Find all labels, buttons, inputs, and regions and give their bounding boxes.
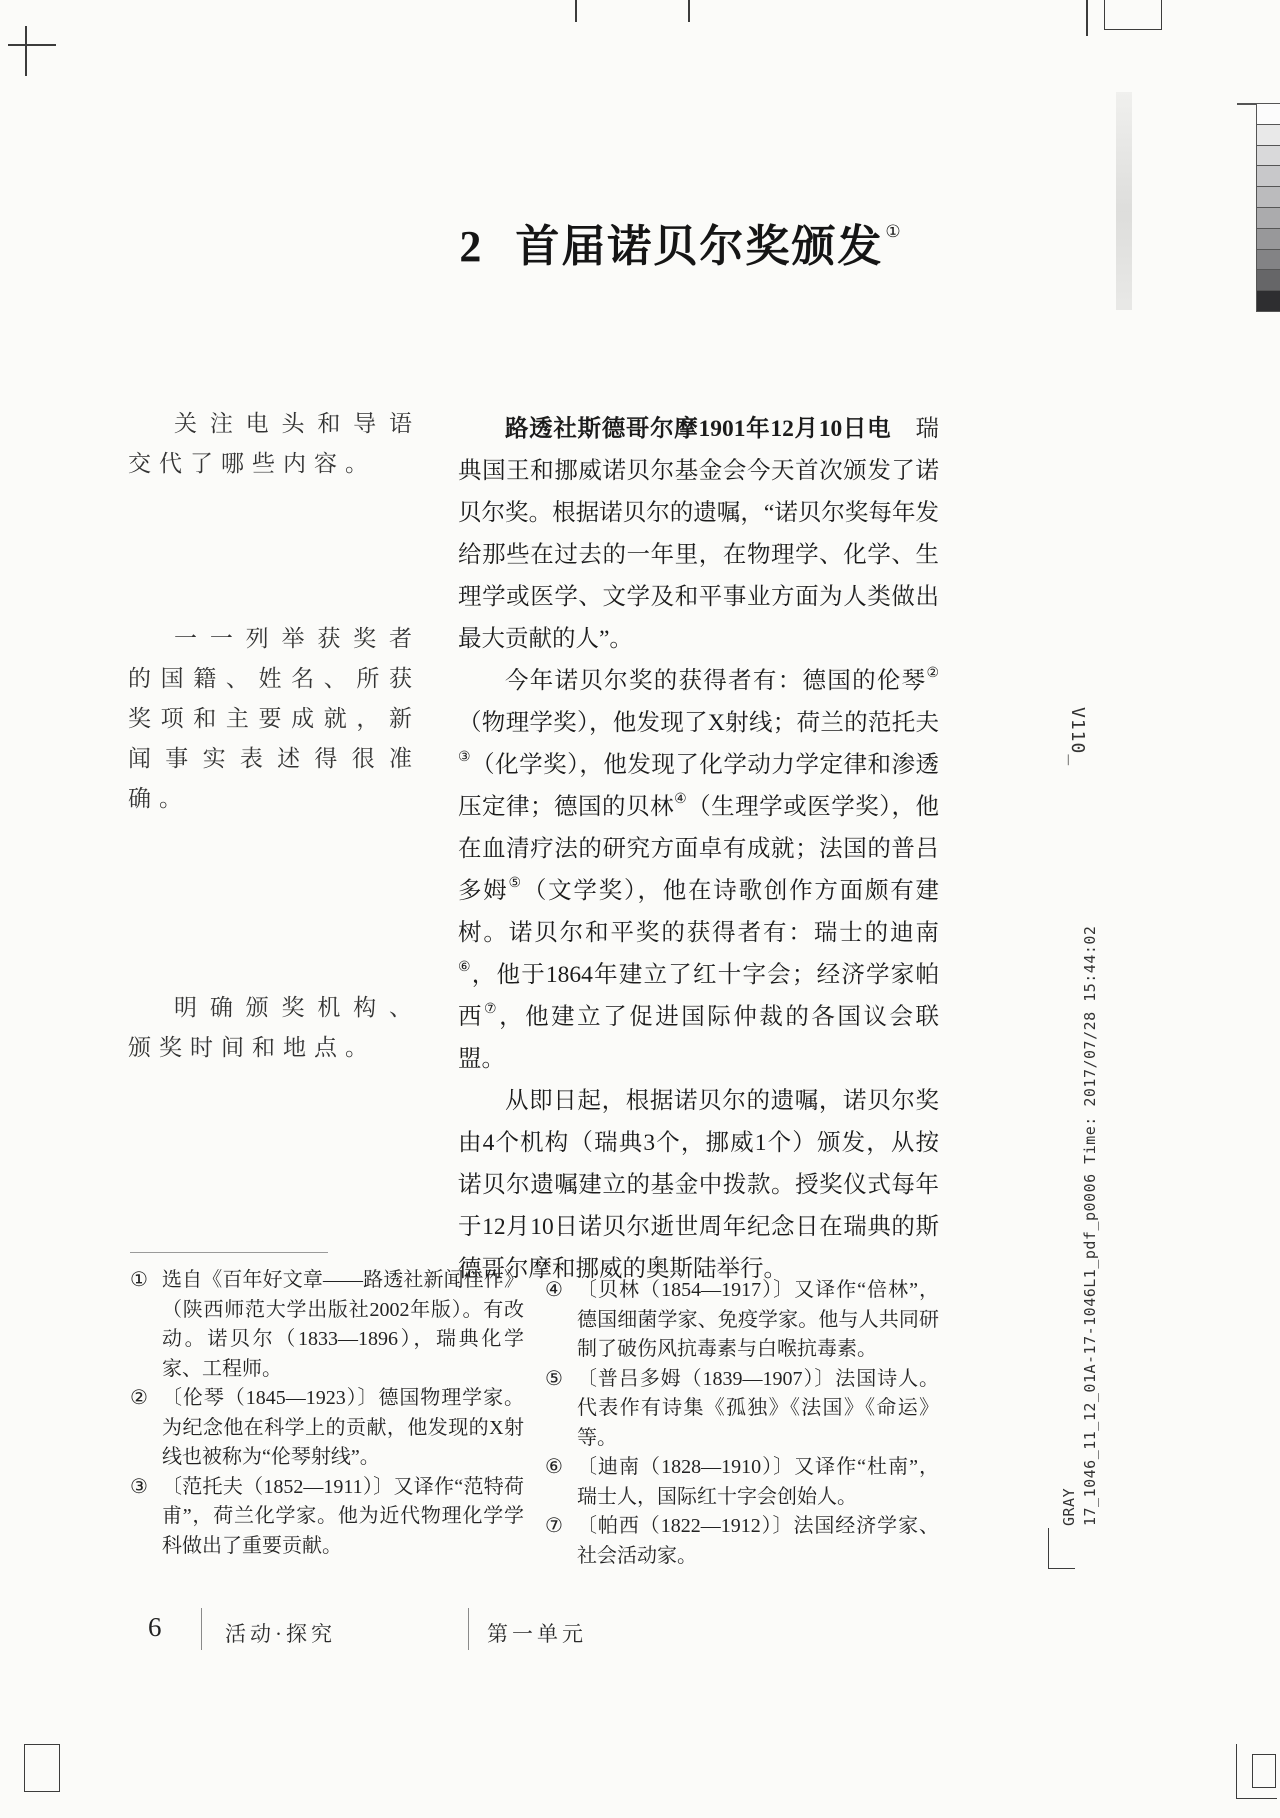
footnote-text: 选自《百年好文章——路透社新闻佳作》（陕西师范大学出版社2002年版）。有改动。诺贝尔（1833—1896），瑞典化学家、工程师。: [162, 1269, 524, 1380]
footnote-marker-6: ⑥: [458, 960, 472, 975]
proof-version-label: V110_: [1067, 707, 1088, 767]
crop-mark-top-center-1: [575, 0, 577, 22]
footnote-7: [545, 1512, 939, 1571]
proof-file-info-block: [1059, 925, 1101, 1526]
footnote-text: 〔伦琴（1845—1923）〕德国物理学家。为纪念他在科学上的贡献，他发现的X射线也被称为“伦琴射线”。: [162, 1387, 524, 1468]
footnote-text: 〔迪南（1828—1910）〕又译作“杜南”，瑞士人，国际红十字会创始人。: [577, 1456, 939, 1508]
footnote-number: ⑥: [545, 1456, 563, 1478]
grayscale-step: [1257, 104, 1280, 125]
margin-note-3: 明确颁奖机构、颁奖时间和地点。: [128, 995, 420, 1060]
footnote-number: ⑦: [545, 1515, 563, 1537]
p2-run: （文学奖），他在诗歌创作方面颇有建树。诺贝尔和平奖的获得者有：瑞士的迪南: [458, 878, 939, 946]
footer-divider-1: [201, 1608, 202, 1650]
paragraph-1-text: 瑞典国王和挪威诺贝尔基金会今天首次颁发了诺贝尔奖。根据诺贝尔的遗嘱，“诺贝尔奖每年发给那些在过去的一年里，在物理学、化学、生理学或医学、文学及和平事业方面为人类做出最大贡献的人”。: [458, 416, 939, 652]
crop-mark-right-lower: [1048, 1528, 1075, 1569]
footnote-number: ④: [545, 1279, 563, 1301]
article-body: [458, 408, 939, 1290]
footnote-marker-2: ②: [926, 666, 939, 681]
footnote-marker-7: ⑦: [484, 1002, 500, 1017]
footnote-marker-4: ④: [674, 792, 688, 807]
footnote-number: ②: [130, 1387, 148, 1409]
grayscale-strip-tick: [1237, 103, 1256, 105]
proof-color-mode: GRAY: [1060, 1487, 1078, 1526]
dateline-lead: 路透社斯德哥尔摩1901年12月10日电: [505, 416, 892, 442]
proof-file-info: 17_1046_11_12_01A-17-1046L1_pdf_p0006 Time: 2017/07/28 15:44:02: [1081, 925, 1099, 1526]
footnote-text: 〔帕西（1822—1912）〕法国经济学家、社会活动家。: [577, 1515, 939, 1567]
lesson-title-text: 首届诺贝尔奖颁发: [515, 222, 884, 271]
crop-mark-top-left-horizontal: [8, 44, 56, 46]
grayscale-step: [1257, 291, 1280, 311]
footnote-6: [545, 1453, 939, 1512]
footnotes-left-column: [130, 1266, 524, 1561]
footnote-number: ⑤: [545, 1367, 563, 1390]
footnote-4: [545, 1276, 939, 1365]
grayscale-step: [1257, 270, 1280, 291]
footnote-text: 〔普吕多姆（1839—1907）〕法国诗人。代表作有诗集《孤独》《法国》《命运》等。: [577, 1367, 939, 1449]
p2-run: （物理学奖），他发现了X射线；荷兰的范托夫: [458, 710, 939, 736]
footnote-2: [130, 1384, 524, 1473]
grayscale-step: [1257, 229, 1280, 250]
footnote-3: [130, 1473, 524, 1562]
grayscale-step: [1257, 166, 1280, 187]
footnote-marker-3: ③: [458, 750, 472, 765]
p2-run: ，他建立了促进国际仲裁的各国议会联盟。: [458, 1004, 939, 1072]
footnote-text: 〔范托夫（1852—1911）〕又译作“范特荷甫”，荷兰化学家。他为近代物理化学学科做出了重要贡献。: [162, 1475, 524, 1557]
margin-note-2: 一一列举获奖者的国籍、姓名、所获奖项和主要成就，新闻事实表述得很准确。: [128, 626, 420, 811]
article-paragraph-1: [458, 408, 939, 660]
article-paragraph-3: 从即日起，根据诺贝尔的遗嘱，诺贝尔奖由4个机构（瑞典3个，挪威1个）颁发，从按诺贝尔遗嘱建立的基金中拨款。授奖仪式每年于12月10日诺贝尔逝世周年纪念日在瑞典的斯德哥尔摩和挪威的奥斯陆举行。: [458, 1088, 939, 1282]
article-paragraph-2: [458, 660, 939, 1080]
footnote-number: ①: [130, 1269, 148, 1291]
margin-note-1: 关注电头和导语交代了哪些内容。: [128, 411, 420, 476]
grayscale-step: [1257, 187, 1280, 208]
crop-mark-bottom-left-box: [24, 1744, 60, 1792]
p2-run: （化学奖），他发现了化学动力学定律和渗透压定律；德国的贝林: [458, 752, 939, 820]
footer-divider-2: [468, 1608, 469, 1650]
crop-mark-top-center-2: [688, 0, 690, 22]
p2-run: 今年诺贝尔奖的获得者有：德国的伦琴: [505, 668, 927, 694]
footnote-number: ③: [130, 1475, 148, 1498]
lesson-number: 2: [459, 222, 482, 271]
scan-shadow-band: [1116, 92, 1132, 310]
grayscale-calibration-strip: [1256, 103, 1280, 312]
crop-mark-top-right-vertical: [1086, 0, 1088, 36]
p2-run: ，他于1864年建立了红十字会；经济学家帕西: [458, 962, 939, 1030]
lesson-title: [400, 210, 960, 274]
footnote-marker-5: ⑤: [508, 876, 523, 891]
footer-section-label: 活动·探究: [225, 1622, 336, 1646]
footnotes-right-column: [545, 1276, 939, 1571]
grayscale-step: [1257, 125, 1280, 146]
crop-mark-bottom-right-box: [1252, 1754, 1276, 1788]
grayscale-step: [1257, 146, 1280, 167]
footnote-5: [545, 1365, 939, 1454]
page-number: 6: [148, 1612, 162, 1642]
footnote-text: 〔贝林（1854—1917）〕又译作“倍林”，德国细菌学家、免疫学家。他与人共同研制了破伤风抗毒素与白喉抗毒素。: [577, 1279, 939, 1360]
footer-unit-label: 第一单元: [487, 1622, 587, 1646]
title-footnote-ref: ①: [885, 222, 901, 241]
footnote-divider-rule: [130, 1252, 328, 1253]
p2-run: （生理学或医学奖），他在血清疗法的研究方面卓有成就；法国的普吕多姆: [458, 794, 939, 904]
grayscale-step: [1257, 250, 1280, 271]
grayscale-step: [1257, 208, 1280, 229]
footnote-1: [130, 1266, 524, 1384]
crop-mark-top-left-vertical: [25, 26, 27, 76]
crop-mark-top-right-box: [1104, 0, 1162, 30]
